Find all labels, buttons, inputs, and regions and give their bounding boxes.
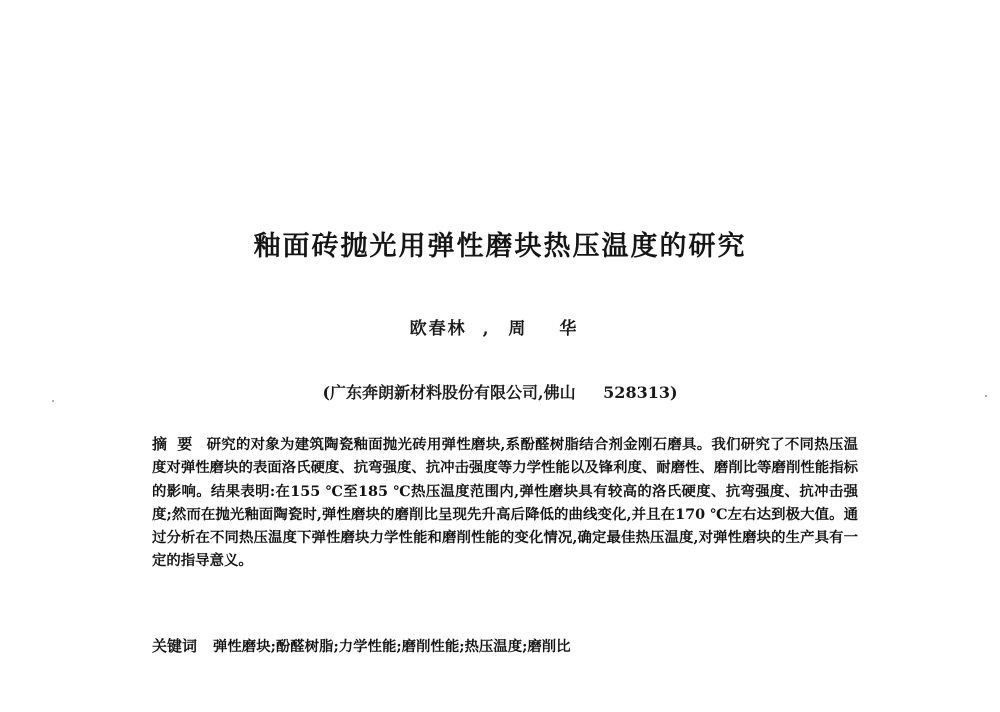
authors-line bbox=[0, 314, 1000, 339]
author-separator: , bbox=[482, 319, 489, 339]
affiliation-zip: 528313) bbox=[603, 383, 678, 402]
affiliation bbox=[0, 380, 1000, 403]
keywords-text: 弹性磨块;酚醛树脂;力学性能;磨削性能;热压温度;磨削比 bbox=[213, 638, 571, 655]
abstract-text: 研究的对象为建筑陶瓷釉面抛光砖用弹性磨块,系酚醛树脂结合剂金刚石磨具。我们研究了不同热压温度对弹性磨块的表面洛氏硬度、抗弯强度、抗冲击强度等力学性能以及锋利度、耐磨性、磨削比等磨削性能指标的影响。结果表明:在155 ℃至185 ℃热压温度范围内,弹性磨块具有较高的洛氏硬度、抗弯强度、抗冲击强度;然而在抛光釉面陶瓷时,弹性磨块的磨削比呈现先升高后降低的曲线变化,并且在170 ℃左右达到极大值。通过分析在不同热压温度下弹性磨块力学性能和磨削性能的变化情况,确定最佳热压温度,对弹性磨块的生产具有一定的指导意义。 bbox=[152, 436, 858, 570]
author-first: 欧春林 bbox=[409, 319, 467, 339]
affiliation-org: (广东奔朗新材料股份有限公司,佛山 bbox=[322, 383, 576, 402]
author-second: 周 华 bbox=[508, 319, 591, 339]
keywords bbox=[152, 635, 858, 656]
abstract-label: 摘要 bbox=[152, 435, 203, 453]
keywords-label: 关键词 bbox=[152, 637, 198, 655]
abstract bbox=[152, 433, 858, 573]
paper-title: 釉面砖抛光用弹性磨块热压温度的研究 bbox=[253, 231, 747, 262]
